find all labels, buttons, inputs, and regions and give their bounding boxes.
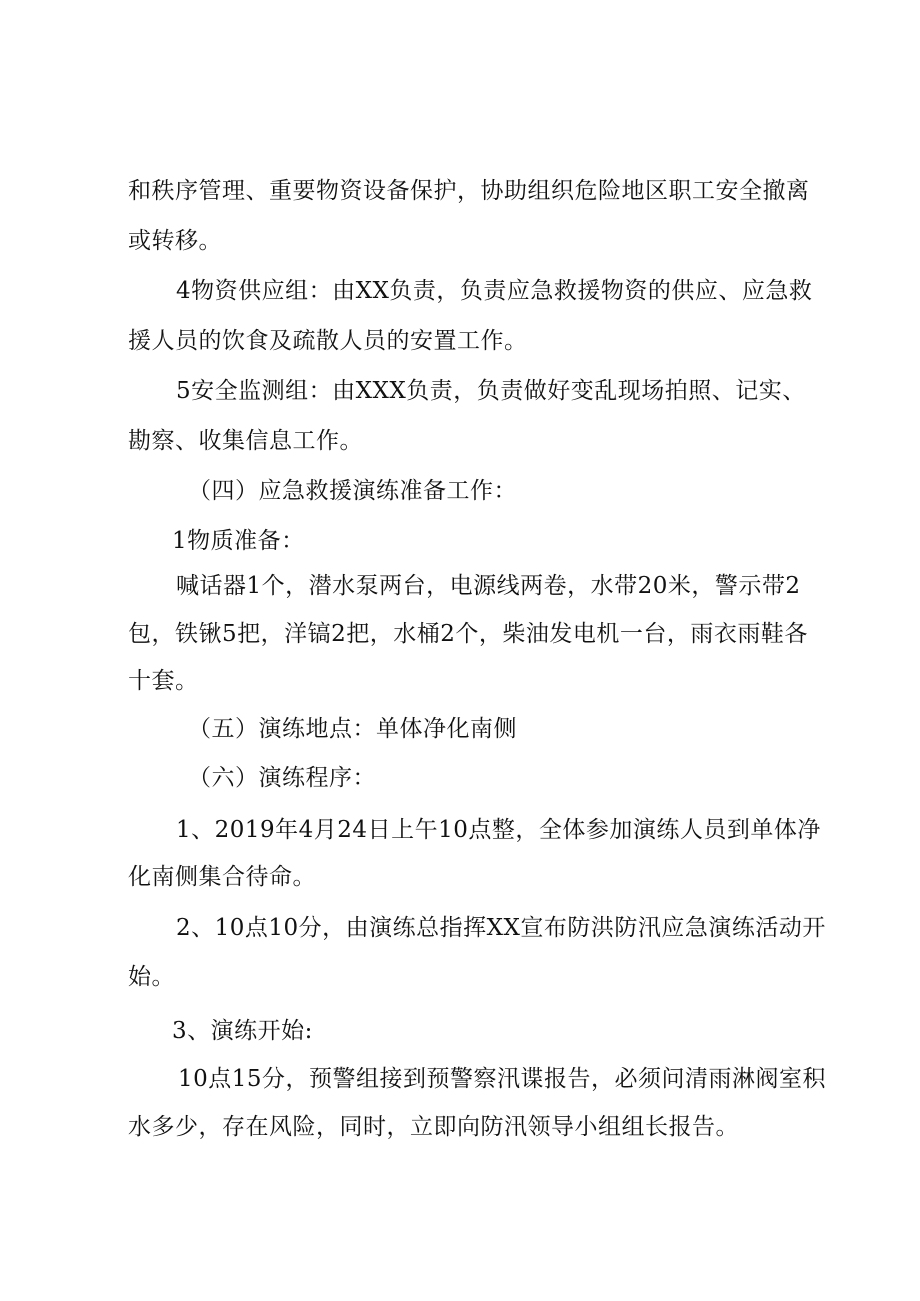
text-line: 2、10点10分，由演练总指挥XX宣布防洪防汛应急演练活动开	[176, 915, 826, 941]
text-line: 4物资供应组：由XX负责，负责应急救援物资的供应、应急救	[176, 278, 813, 304]
text-line: 1物质准备：	[172, 528, 305, 554]
text-line: 和秩序管理、重要物资设备保护，协助组织危险地区职工安全撤离	[128, 178, 810, 204]
text-line: 喊话器1个，潜水泵两台，电源线两卷，水带20米，警示带2	[176, 573, 801, 599]
text-line: 始。	[128, 964, 175, 990]
text-line: 十套。	[128, 668, 199, 694]
text-line: 1、2019年4月24日上午10点整，全体参加演练人员到单体净	[176, 817, 821, 843]
text-line: 化南侧集合待命。	[128, 864, 316, 890]
text-line: 3、演练开始:	[172, 1018, 313, 1044]
text-line: 水多少，存在风险，同时，立即向防汛领导小组组长报告。	[128, 1114, 739, 1140]
section-heading: （四）应急救援演练准备工作：	[188, 478, 517, 504]
text-line: 10点15分，预警组接到预警察汛谍报告，必须问清雨淋阀室积	[178, 1066, 827, 1092]
section-heading: （六）演练程序：	[188, 765, 376, 791]
text-line: 援人员的饮食及疏散人员的安置工作。	[128, 328, 528, 354]
section-heading: （五）演练地点：单体净化南侧	[188, 716, 517, 742]
text-line: 勘察、收集信息工作。	[128, 428, 363, 454]
text-line: 包，铁锹5把，洋镐2把，水桶2个，柴油发电机一台，雨衣雨鞋各	[128, 621, 808, 647]
text-line: 或转移。	[128, 228, 222, 254]
text-line: 5安全监测组：由XXX负责，负责做好变乱现场拍照、记实、	[176, 378, 806, 404]
